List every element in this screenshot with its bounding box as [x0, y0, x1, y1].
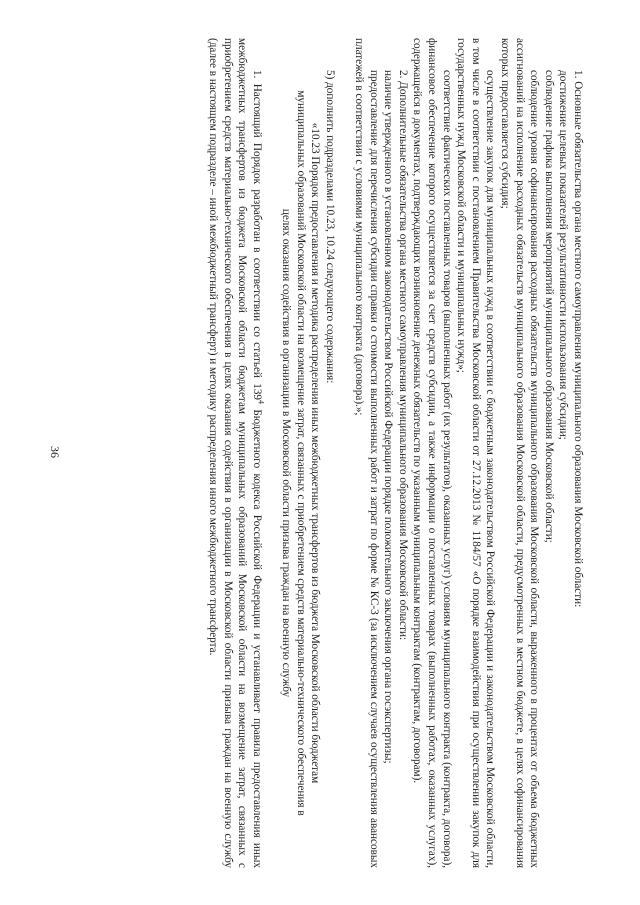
final-text-start: 1. Настоящий Порядок разработан в соответствии со статьей 139 [250, 70, 263, 401]
page-number: 36 [48, 446, 62, 458]
paragraph-main-obligations: 1. Основные обязательства органа местного самоуправления муниципального образования Московской области: [572, 70, 584, 608]
spacer [337, 38, 352, 868]
paragraph-final [206, 38, 264, 868]
final-text-end: Бюджетного кодекса Российской Федерации и устанавливает правила предоставления иных межбюджетных трансфертов из бюджета Московской области бюджетам муниципальных образований Московской области на возмещение затрат, связанных с приобретением средств материально-технического обеспечения в целях оказания содействия в организации в Московской области призыва граждан на военную службу (далее в настоящем подразделе – иной межбюджетный трансферт) и методику распределения иного межбюджетного трансферта. [207, 38, 263, 868]
paragraph-procurement: осуществление закупок для муниципальных нужд в соответствии с бюджетным законодательством Российской Федерации и законодательством Московской области, в том числе в соответствии с постановлением Правительства Московской области от 27.12.2013 № 1184/57 «О порядке взаимодействия при осуществлении закупок для государственных нужд Московской области и муниципальных нужд»; [455, 38, 497, 868]
paragraph-conformity: соответствие фактических поставленных товаров (выполненных работ (их результатов), оказанных услуг) условиям муниципального контракта (контракта, договора), финансовое обеспечение которого осуществляется за счет средств субсидии, а также информации о поставленных товарах (выполненных работах, оказанных услугах), содержащейся в документах, подтверждающих возникновение денежных обязательств по указанным муниципальным контрактам (контрактам, договорам). [411, 38, 453, 868]
item5-intro: 5) дополнить подразделами 10.23, 10.24 следующего содержания: [323, 70, 336, 384]
paragraph-ks3: предоставление для перечисления субсидии справки о стоимости выполненных работ и затрат по форме № КС-3 (за исключением случаев осуществления авансовых платежей в соответствии с условиями муниципального контракта (договора).»; [353, 38, 380, 868]
paragraph-schedule: соблюдение графика выполнения мероприятий муниципального образования Московской области; [542, 70, 555, 543]
rotated-document-body [45, 38, 585, 868]
article-superscript: 4 [256, 400, 266, 405]
paragraph-targets: достижение целевых показателей результативности использования субсидии; [557, 70, 570, 440]
subsection-title: «10.23 Порядок предоставления и методика распределения иных межбюджетных трансфертов из бюджета Московской области бюджетам муниципальных образований Московской области на возмещение затрат, связанных с приобретением средств материально-технического обеспечения в целях оказания содействия в организации в Московской области призыва граждан на военную службу [280, 90, 322, 816]
paragraph-expertise: наличие утвержденного в установленном законодательством Российской Федерации порядке положительного заключения органа госэкспертизы; [382, 70, 395, 764]
paragraph-cofinancing: соблюдение уровня софинансирования расходных обязательств муниципального образования Московской области, выраженного в процентах от объема бюджетных ассигнований на исполнение расходных обязательств муниципального образования Московской области, предусмотренных в местном бюджете, в целях софинансирования которых предоставляется субсидия; [499, 38, 541, 868]
spacer [264, 38, 279, 868]
paragraph-additional-obligations: 2. Дополнительные обязательства органа местного самоуправления муниципального образования Московской области: [396, 70, 409, 641]
